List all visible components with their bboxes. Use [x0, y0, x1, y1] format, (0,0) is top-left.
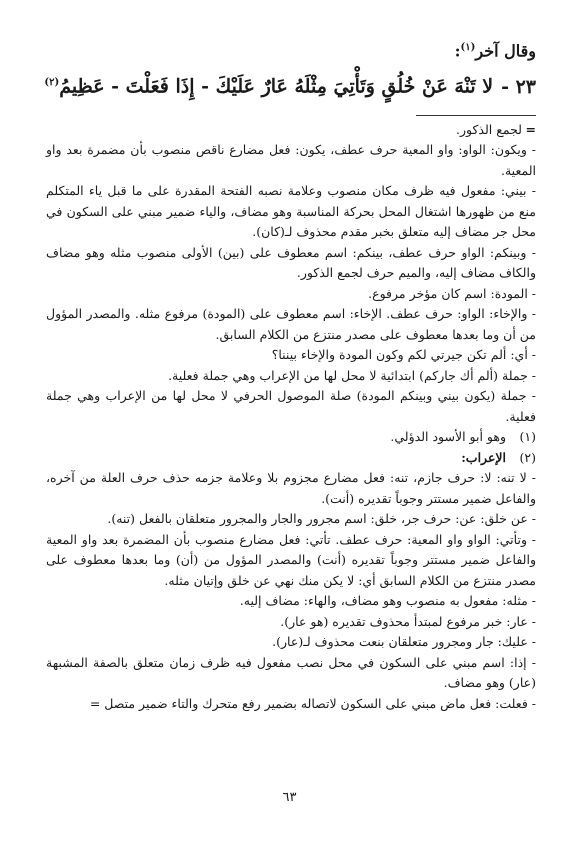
- footnote-2-number: (٢): [519, 449, 536, 465]
- intro-colon: :: [454, 41, 461, 61]
- continued-text: لجمع الذكور.: [456, 121, 522, 137]
- intro-footnote-ref: (١): [460, 42, 476, 53]
- verse-text: لا تَنْهَ عَنْ خُلُقٍ وَتَأْتِيَ مِثْلَهُ عَارٌ عَلَيْكَ - إِذَا فَعَلْتَ - عَظِيمُ: [59, 75, 494, 98]
- footnote-2-line: - لا تنه: لا: حرف جازم، تنه: فعل مضارع مجزوم بلا وعلامة جزمه حذف حرف العلة من آخره، والفاعل ضمير مستتر وجوباً تقديره (أنت).: [46, 470, 536, 506]
- continued-footnote-line: - ويكون: الواو: واو المعية حرف عطف، يكون: فعل مضارع ناقص منصوب بأن مضمرة بعد واو المعية.: [46, 142, 536, 178]
- continued-footnote-line: - المودة: اسم كان مؤخر مرفوع.: [368, 285, 536, 301]
- footnote-2-line: - عليك: جار ومجرور متعلقان بنعت محذوف لـ(عار).: [272, 634, 536, 650]
- footnote-2-line: - إذا: اسم مبني على السكون في محل نصب مفعول فيه ظرف زمان متعلق بالصفة المشبهة (عار) وهو مضاف.: [46, 654, 536, 691]
- continued-footnote-line: - والإخاء: الواو: حرف عطف. الإخاء: اسم معطوف على (المودة) مرفوع مثله. والمصدر المؤول من أن وما بعدها معطوف على مصدر منتزع من الكلام السابق.: [46, 306, 536, 342]
- footnote-2-line: - مثله: مفعول به منصوب وهو مضاف، والهاء: مضاف إليه.: [239, 593, 536, 609]
- continued-footnote-line: - جملة (يكون بيني وبينكم المودة) صلة الموصول الحرفي لا محل لها من الإعراب وهي جملة فعلية.: [46, 388, 536, 424]
- footnote-1-number: (١): [519, 429, 536, 445]
- page-body: [46, 30, 536, 714]
- verse-footnote-ref: (٢): [44, 77, 60, 89]
- intro-text: وقال آخر: [475, 41, 536, 61]
- footnote-separator: [416, 115, 536, 116]
- footnote-1: [46, 427, 536, 448]
- verse-number: ٢٣ -: [501, 75, 536, 98]
- footnote-2-line: - وتأتي: الواو واو المعية: حرف عطف. تأتي: فعل مضارع منصوب بأن المضمرة بعد واو المعية والفاعل ضمير مستتر وجوباً تقديره (أنت) والمصدر المؤول من (أن) وما بعدها معطوف على مصدر منتزع من الكلام السابق أي: لا يكن منك نهي عن خلق وإتيان مثله.: [46, 531, 536, 588]
- verse-line: [46, 69, 536, 100]
- continued-footnote-line: - بيني: مفعول فيه ظرف مكان منصوب وعلامة نصبه الفتحة المقدرة على ما قبل ياء المتكلم منع من ظهورها اشتغال المحل بحركة المناسبة وهو مضاف، والياء ضمير مبني على السكون في محل جر مضاف إليه متعلق بخبر مقدم محذوف لـ(كان).: [46, 183, 536, 240]
- page-number: ٦٣: [282, 790, 297, 805]
- footnote-2-title: الإعراب:: [461, 449, 506, 465]
- continued-footnote-line: - وبينكم: الواو حرف عطف، بينكم: اسم معطوف على (بين) الأولى منصوب مثله وهو مضاف والكاف مضاف إليه، والميم حرف لجمع الذكور.: [46, 244, 536, 281]
- continuation-marker: =: [525, 121, 536, 137]
- continued-footnote-line: - جملة (ألم أك جاركم) ابتدائية لا محل لها من الإعراب وهي جملة فعلية.: [168, 367, 536, 383]
- footnote-2-line: - فعلت: فعل ماض مبني على السكون لاتصاله بضمير رفع متحرك والتاء ضمير متصل =: [89, 695, 536, 711]
- footnote-2-line: - عار: خبر مرفوع لمبتدأ محذوف تقديره (هو عار).: [280, 613, 536, 629]
- continued-footnote-line: - أي: ألم تكن جيرتي لكم وكون المودة والإخاء بيننا؟: [271, 347, 536, 363]
- footnote-2-line: - عن خلق: عن: حرف جر، خلق: اسم مجرور والجار والمجرور متعلقان بالفعل (تنه).: [107, 511, 536, 527]
- continued-footnote-line: [46, 120, 536, 141]
- intro-line: [46, 36, 536, 63]
- footnote-1-text: وهو أبو الأسود الدؤلي.: [390, 429, 506, 445]
- footnote-2-heading: [46, 448, 536, 469]
